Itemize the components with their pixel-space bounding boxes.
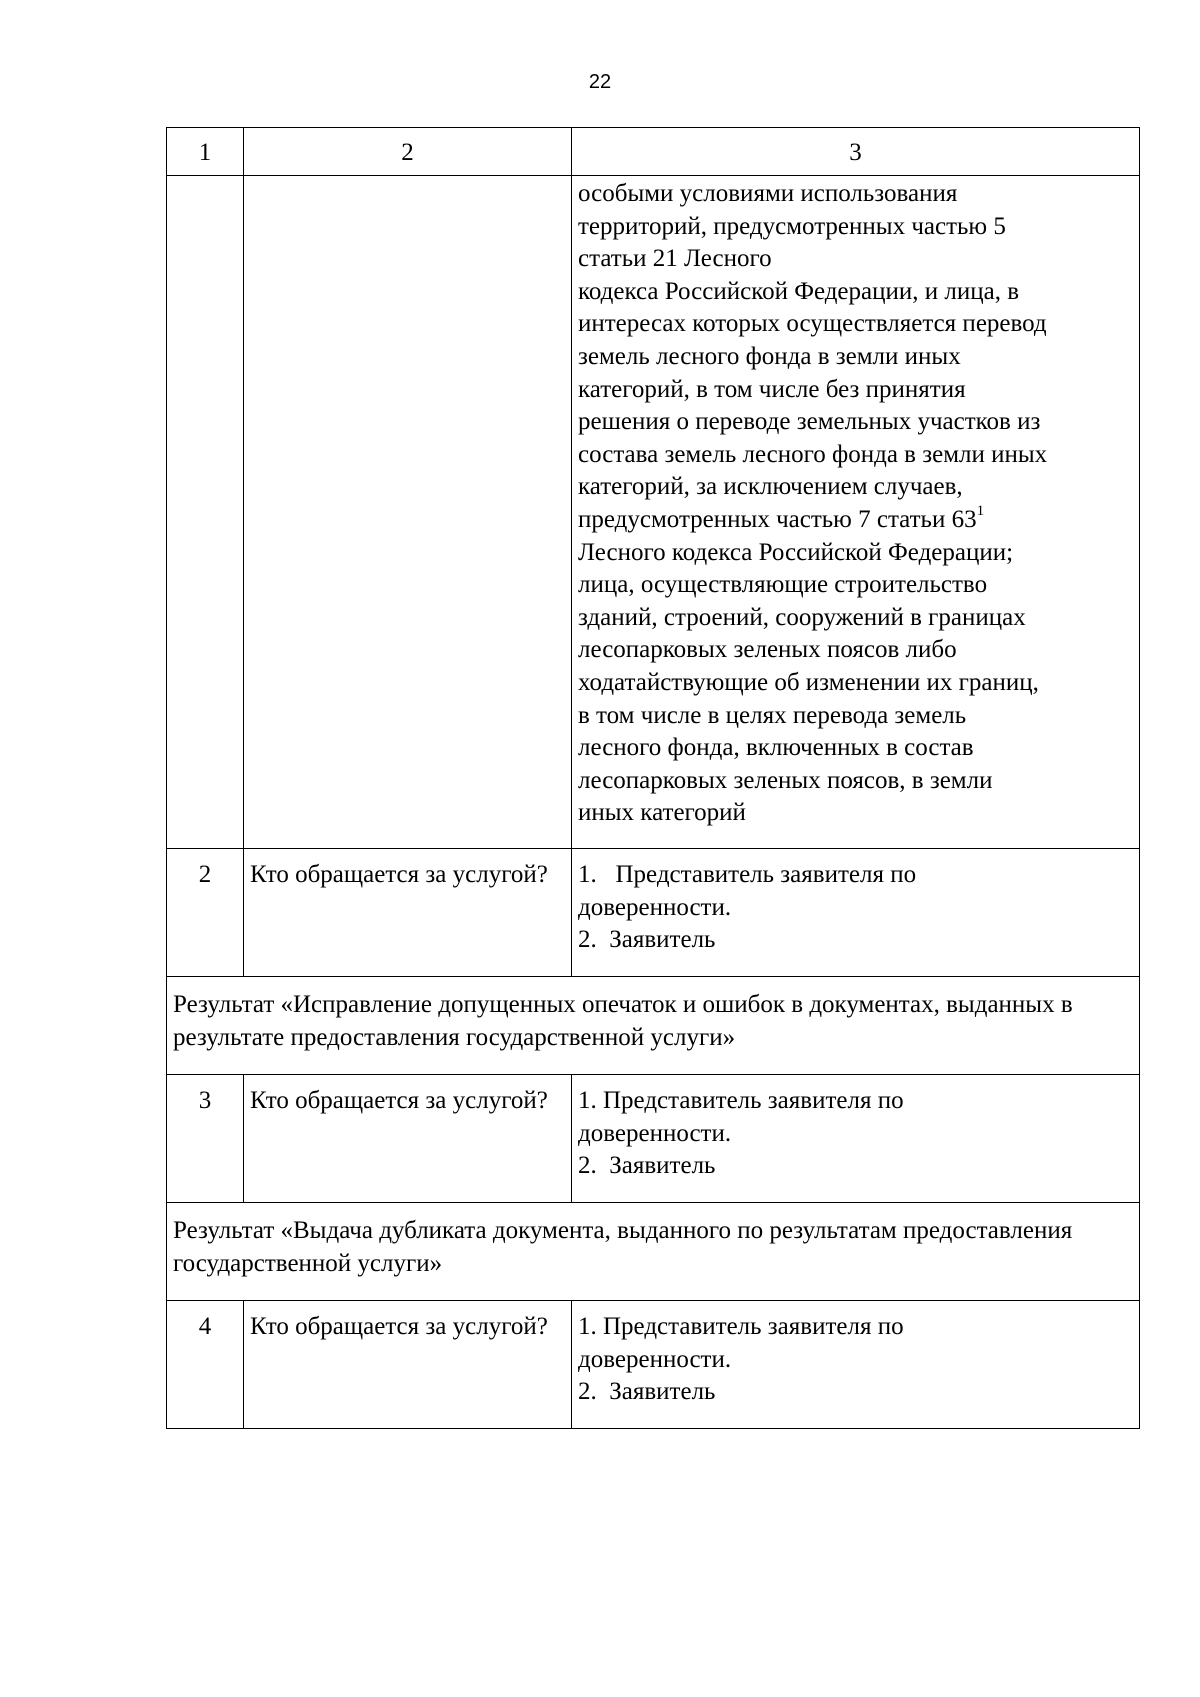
section-title: Результат «Исправление допущенных опечаток и ошибок в документах, выданных в результате предоставления государственной услуги» xyxy=(167,977,1140,1075)
continuation-line: территорий, предусмотренных частью 5 xyxy=(578,212,1006,240)
answer-line: доверенности. xyxy=(578,1345,732,1373)
continuation-line: в том числе в целях перевода земель xyxy=(578,701,967,729)
continuation-row xyxy=(167,176,1140,849)
row-number: 2 xyxy=(167,849,244,977)
continuation-line: лесопарковых зеленых поясов либо xyxy=(578,636,957,664)
continuation-line: Лесного кодекса Российской Федерации; xyxy=(578,538,1014,566)
continuation-line-with-superscript xyxy=(578,504,1133,537)
continuation-line: лесопарковых зеленых поясов, в земли xyxy=(578,766,993,794)
services-table xyxy=(166,127,1140,1429)
continuation-line: категорий, за исключением случаев, xyxy=(578,473,963,501)
continuation-line: кодекса Российской Федерации, и лица, в xyxy=(578,277,1020,305)
answer-line: доверенности. xyxy=(578,1119,732,1147)
continuation-line: лесного фонда, включенных в состав xyxy=(578,734,974,762)
answer-line: 2. Заявитель xyxy=(578,926,716,954)
section-row xyxy=(167,1203,1140,1301)
section-row xyxy=(167,977,1140,1075)
continuation-line: статьи 21 Лесного xyxy=(578,245,772,273)
answer-line: 1. Представитель заявителя по xyxy=(578,1313,904,1340)
table-row xyxy=(167,849,1140,977)
row-answer xyxy=(572,849,1140,977)
header-col-3: 3 xyxy=(572,128,1140,176)
continuation-line: состава земель лесного фонда в земли иных xyxy=(578,440,1048,468)
header-col-2: 2 xyxy=(244,128,572,176)
continuation-line: предусмотренных частью 7 статьи 63 xyxy=(578,505,977,533)
table-row xyxy=(167,1301,1140,1429)
continuation-line: зданий, строений, сооружений в границах xyxy=(578,603,1026,631)
page-number: 22 xyxy=(588,71,612,93)
continuation-num-cell xyxy=(167,176,244,849)
section-title: Результат «Выдача дубликата документа, выданного по результатам предоставления государственной услуги» xyxy=(167,1203,1140,1301)
continuation-line: лица, осуществляющие строительство xyxy=(578,571,988,599)
row-question: Кто обращается за услугой? xyxy=(244,1301,572,1429)
answer-line: 2. Заявитель xyxy=(578,1152,716,1180)
row-answer xyxy=(572,1075,1140,1203)
continuation-line: решения о переводе земельных участков из xyxy=(578,408,1041,436)
continuation-line: ходатайствующие об изменении их границ, xyxy=(578,668,1039,696)
row-number: 3 xyxy=(167,1075,244,1203)
continuation-question-cell xyxy=(244,176,572,849)
answer-line: 2. Заявитель xyxy=(578,1378,716,1406)
answer-line: доверенности. xyxy=(578,893,732,921)
row-question: Кто обращается за услугой? xyxy=(244,849,572,977)
header-col-1: 1 xyxy=(167,128,244,176)
continuation-line: интересах которых осуществляется перевод xyxy=(578,310,1047,338)
answer-line: 1. Представитель заявителя по xyxy=(578,861,917,888)
row-question: Кто обращается за услугой? xyxy=(244,1075,572,1203)
continuation-text-cell xyxy=(572,176,1140,849)
table-row xyxy=(167,1075,1140,1203)
continuation-line: земель лесного фонда в земли иных xyxy=(578,342,961,370)
row-number: 4 xyxy=(167,1301,244,1429)
row-answer xyxy=(572,1301,1140,1429)
continuation-line: особыми условиями использования xyxy=(578,180,958,207)
continuation-line: иных категорий xyxy=(578,799,746,827)
table-header-row xyxy=(167,128,1140,176)
answer-line: 1. Представитель заявителя по xyxy=(578,1087,904,1114)
article-superscript: 1 xyxy=(976,502,985,519)
continuation-line: категорий, в том числе без принятия xyxy=(578,375,966,403)
